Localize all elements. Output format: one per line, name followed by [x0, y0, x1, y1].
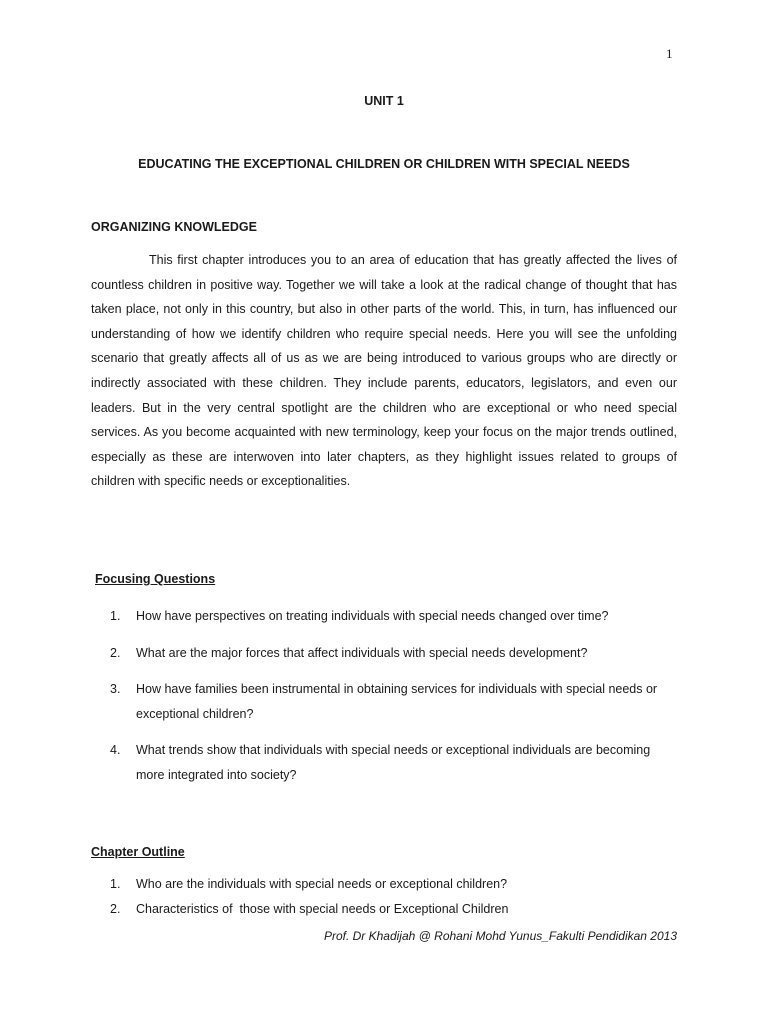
- list-item-text: What trends show that individuals with special needs or exceptional individuals are becoming more integrated into society?: [136, 743, 651, 782]
- page-footer: Prof. Dr Khadijah @ Rohani Mohd Yunus_Fakulti Pendidikan 2013: [323, 929, 677, 943]
- list-item: [110, 677, 680, 726]
- list-number: 1.: [110, 877, 121, 891]
- list-item: [110, 897, 680, 922]
- list-item: [110, 604, 680, 629]
- chapter-outline-list: [110, 872, 680, 921]
- list-item: [110, 738, 680, 787]
- document-title: EDUCATING THE EXCEPTIONAL CHILDREN OR CHILDREN WITH SPECIAL NEEDS: [138, 157, 630, 171]
- organizing-knowledge-heading: ORGANIZING KNOWLEDGE: [91, 220, 257, 234]
- list-item-text: How have families been instrumental in obtaining services for individuals with special needs or exceptional children?: [136, 682, 658, 721]
- list-number: 2.: [110, 901, 121, 916]
- list-item: [110, 641, 680, 666]
- chapter-outline-heading: Chapter Outline: [91, 845, 185, 859]
- list-number: 2.: [110, 645, 121, 660]
- page-number: 1: [666, 46, 673, 61]
- list-item-text: What are the major forces that affect individuals with special needs development?: [136, 645, 588, 660]
- list-item-text: Characteristics of those with special needs or Exceptional Children: [136, 901, 509, 916]
- focusing-questions-list: [110, 604, 680, 800]
- unit-title: UNIT 1: [364, 94, 404, 108]
- intro-paragraph: This first chapter introduces you to an area of education that has greatly affected the lives of countless children in positive way. Together we will take a look at the radical change of thought that has taken place, not only in this country, but also in other parts of the world. This, in turn, has influenced our understanding of how we identify children who require special needs. Here you will see the unfolding scenario that greatly affects all of us as we are being introduced to various groups who are directly or indirectly associated with these children. They include parents, educators, legislators, and even our leaders. But in the very central spotlight are the children who are exceptional or who need special services. As you become acquainted with new terminology, keep your focus on the major trends outlined, especially as these are interwoven into later chapters, as they highlight issues related to groups of children with specific needs or exceptionalities.: [91, 253, 677, 489]
- focusing-questions-heading: Focusing Questions: [95, 572, 216, 586]
- list-number: 1.: [110, 609, 121, 623]
- list-number: 4.: [110, 743, 121, 758]
- list-item-text: How have perspectives on treating individuals with special needs changed over time?: [136, 609, 609, 623]
- list-number: 3.: [110, 682, 121, 697]
- list-item-text: Who are the individuals with special needs or exceptional children?: [136, 877, 508, 891]
- list-item: [110, 872, 680, 897]
